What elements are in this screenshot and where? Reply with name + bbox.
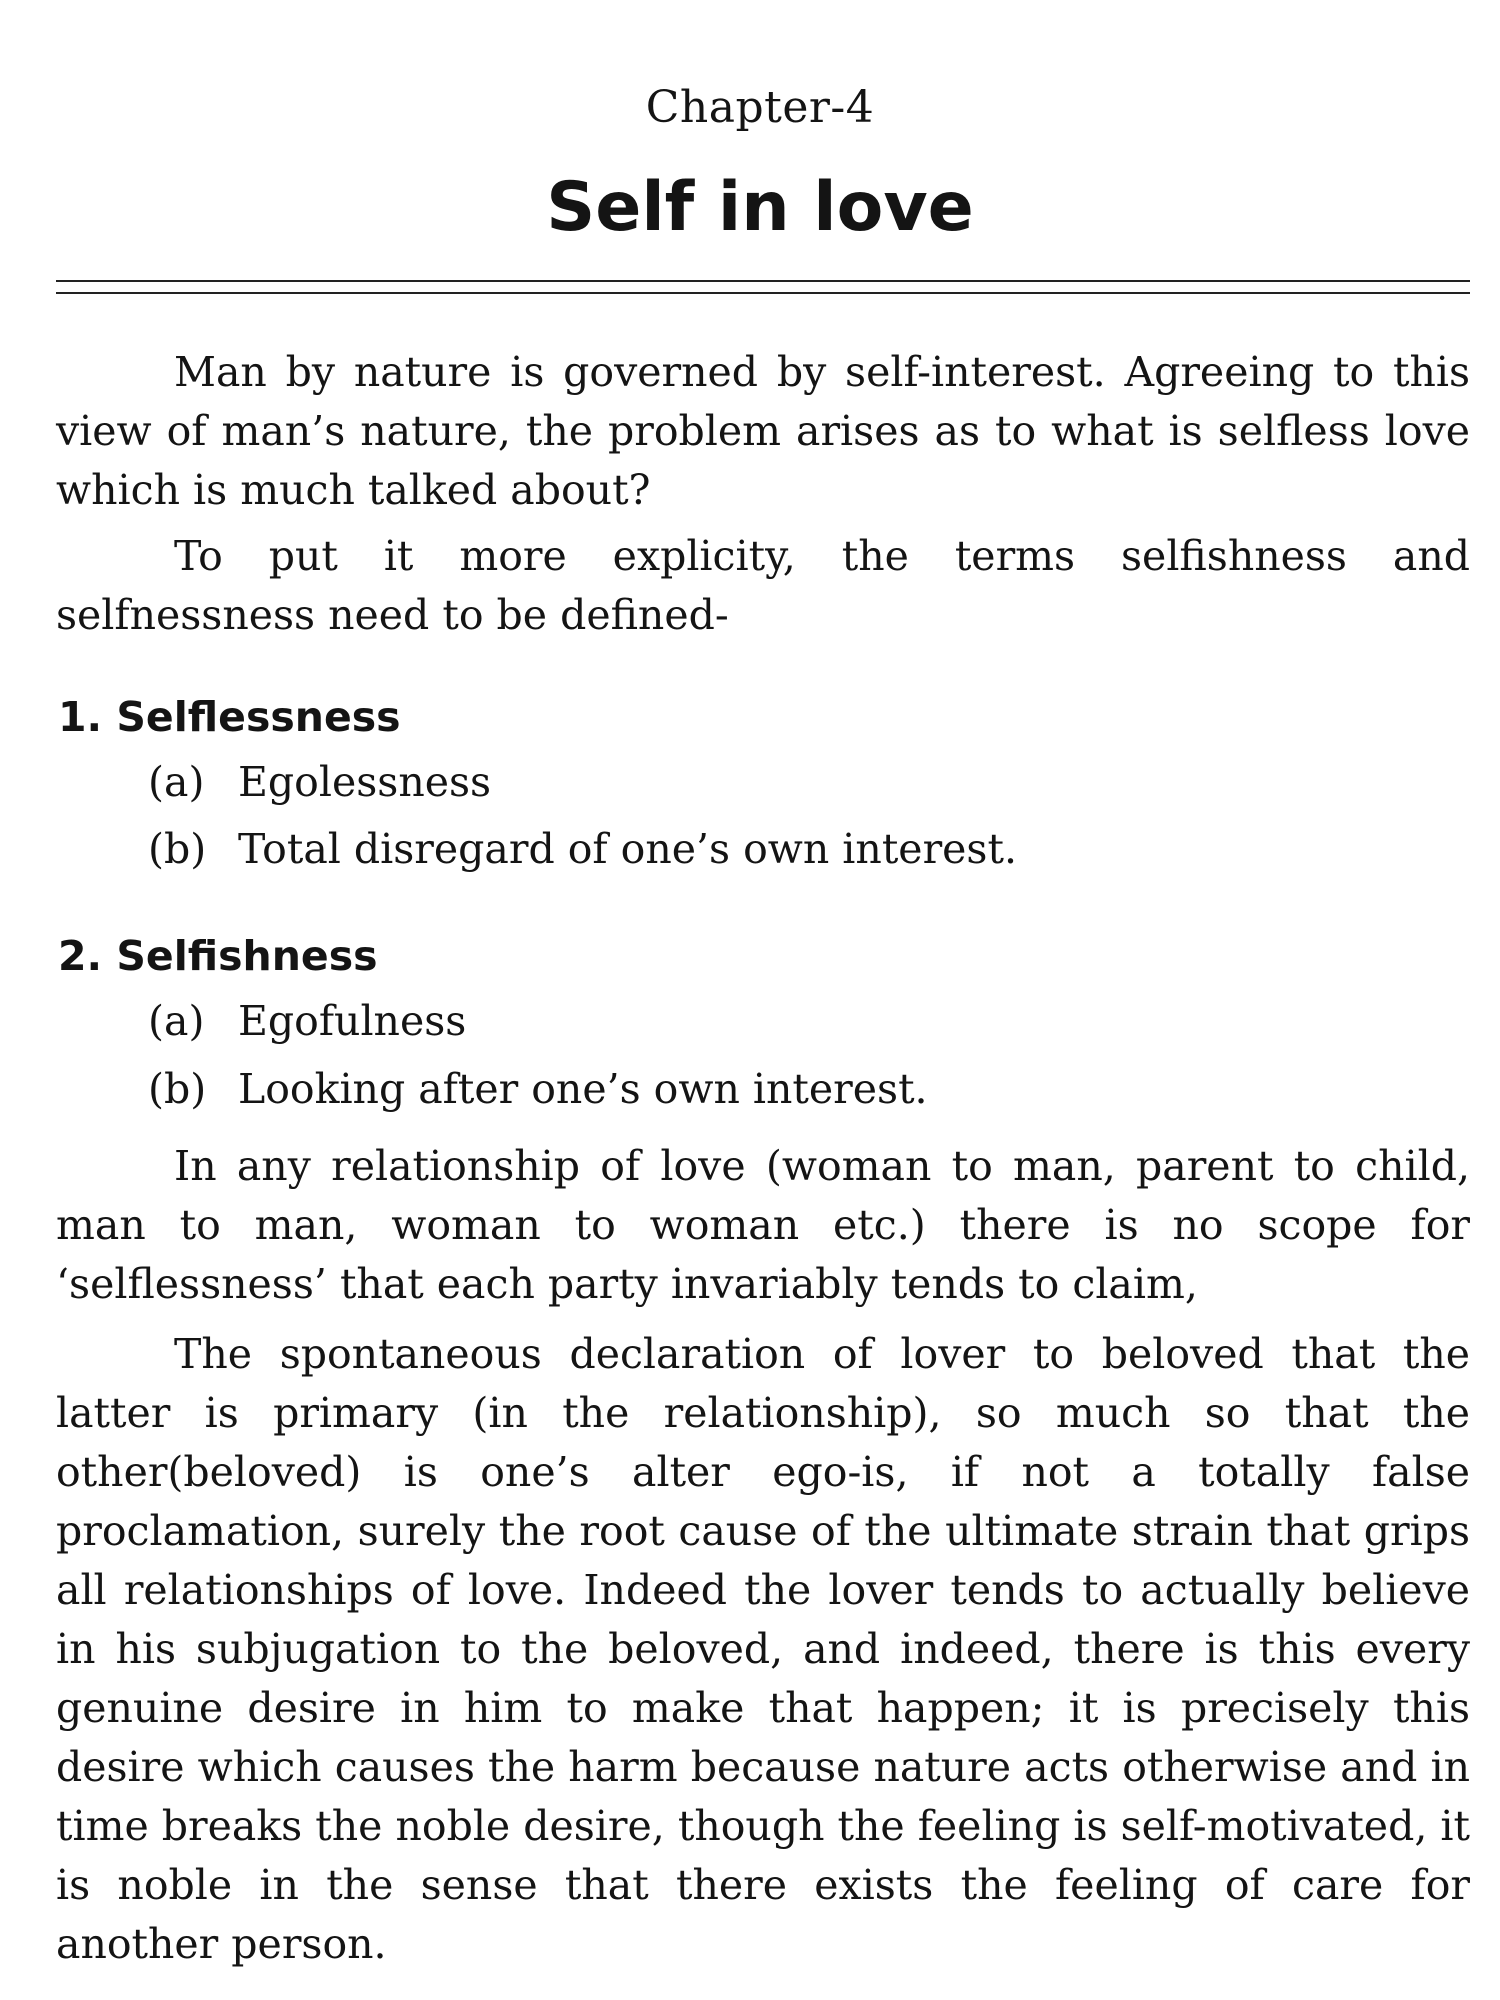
paragraph-3: In any relationship of love (woman to man, parent to child, man to man, woman to woman etc.) there is no scope for ‘selflessness’ that each party invariably tends to claim,: [56, 1142, 1470, 1308]
definition-item: [148, 753, 491, 812]
title-rule-lower: [56, 292, 1470, 294]
paragraph-2: To put it more explicity, the terms selfishness and selfnessness need to be defined-: [56, 532, 1470, 639]
item-marker: (a): [148, 997, 205, 1045]
definition-heading-selflessness: 1. Selflessness: [58, 693, 401, 741]
definition-item: [148, 1060, 928, 1119]
item-text: Total disregard of one’s own interest.: [238, 825, 1017, 873]
definition-item: [148, 820, 1017, 879]
item-marker: (b): [148, 825, 207, 873]
item-marker: (a): [148, 758, 205, 806]
title-rule-upper: [56, 280, 1470, 282]
item-text: Looking after one’s own interest.: [238, 1065, 928, 1113]
paragraph-1: Man by nature is governed by self-interest. Agreeing to this view of man’s nature, the problem arises as to what is selfless love which is much talked about?: [56, 348, 1470, 514]
definition-heading-selfishness: 2. Selfishness: [58, 932, 378, 980]
paragraph-4: The spontaneous declaration of lover to beloved that the latter is primary (in the relationship), so much so that the other(beloved) is one’s alter ego-is, if not a totally false proclamation, surely the root cause of the ultimate strain that grips all relationships of love. Indeed the lover tends to actually believe in his subjugation to the beloved, and indeed, there is this every genuine desire in him to make that happen; it is precisely this desire which causes the harm because nature acts otherwise and in time breaks the noble desire, though the feeling is self-motivated, it is noble in the sense that there exists the feeling of care for another person.: [56, 1330, 1470, 1968]
item-text: Egolessness: [238, 758, 492, 806]
definition-item: [148, 992, 466, 1051]
item-text: Egofulness: [238, 997, 467, 1045]
chapter-title: Self in love: [546, 168, 974, 247]
item-marker: (b): [148, 1065, 207, 1113]
chapter-label: Chapter-4: [645, 82, 875, 133]
